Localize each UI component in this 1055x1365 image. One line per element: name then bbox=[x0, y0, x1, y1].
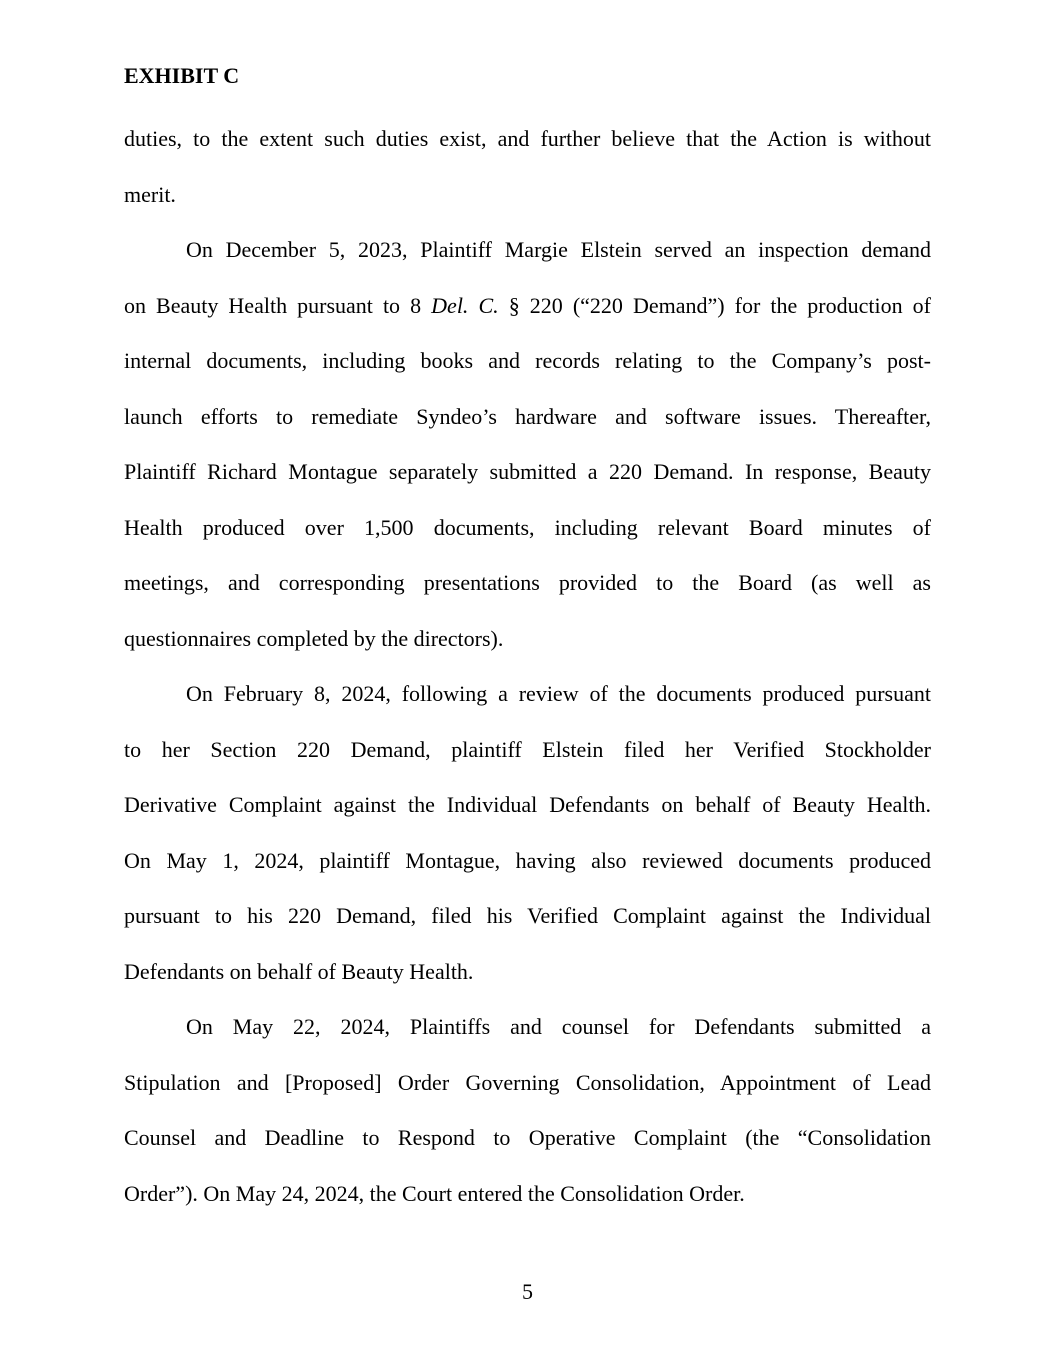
text-line: duties, to the extent such duties exist, and further believe that the Action is without bbox=[124, 126, 931, 151]
text-segment: § 220 (“220 Demand”) for the production of bbox=[498, 292, 931, 318]
text-line: to her Section 220 Demand, plaintiff Elstein filed her Verified Stockholder bbox=[124, 736, 931, 762]
text-line: Order”). On May 24, 2024, the Court entered the Consolidation Order. bbox=[124, 1180, 745, 1206]
text-line: Derivative Complaint against the Individual Defendants on behalf of Beauty Health. bbox=[124, 792, 931, 817]
text-line: On May 1, 2024, plaintiff Montague, having also reviewed documents produced bbox=[124, 847, 931, 873]
text-segment: on Beauty Health pursuant to 8 bbox=[124, 292, 432, 318]
text-line bbox=[124, 278, 931, 334]
text-line: merit. bbox=[124, 181, 176, 207]
text-line: On February 8, 2024, following a review of the documents produced pursuant bbox=[186, 681, 931, 706]
exhibit-heading: EXHIBIT C bbox=[124, 63, 240, 88]
text-line: meetings, and corresponding presentations provided to the Board (as well as bbox=[124, 570, 931, 595]
paragraph bbox=[124, 222, 931, 666]
text-line: pursuant to his 220 Demand, filed his Verified Complaint against the Individual bbox=[124, 903, 931, 928]
paragraph bbox=[124, 666, 931, 999]
paragraph bbox=[124, 111, 931, 222]
document-body bbox=[124, 111, 931, 1221]
text-line: On December 5, 2023, Plaintiff Margie Elstein served an inspection demand bbox=[186, 237, 931, 262]
paragraph bbox=[124, 999, 931, 1221]
text-line: launch efforts to remediate Syndeo’s hardware and software issues. Thereafter, bbox=[124, 403, 931, 429]
text-line: Health produced over 1,500 documents, including relevant Board minutes of bbox=[124, 514, 931, 540]
text-line: questionnaires completed by the directors). bbox=[124, 625, 504, 651]
text-line: Defendants on behalf of Beauty Health. bbox=[124, 958, 474, 984]
text-line: On May 22, 2024, Plaintiffs and counsel for Defendants submitted a bbox=[186, 1014, 931, 1039]
text-line: Counsel and Deadline to Respond to Operative Complaint (the “Consolidation bbox=[124, 1125, 931, 1150]
text-line: Stipulation and [Proposed] Order Governing Consolidation, Appointment of Lead bbox=[124, 1069, 931, 1095]
text-line: Plaintiff Richard Montague separately submitted a 220 Demand. In response, Beauty bbox=[124, 459, 931, 484]
citation-italic: Del. C. bbox=[431, 292, 499, 318]
text-line: internal documents, including books and records relating to the Company’s post- bbox=[124, 348, 931, 373]
page-number: 5 bbox=[522, 1279, 533, 1304]
